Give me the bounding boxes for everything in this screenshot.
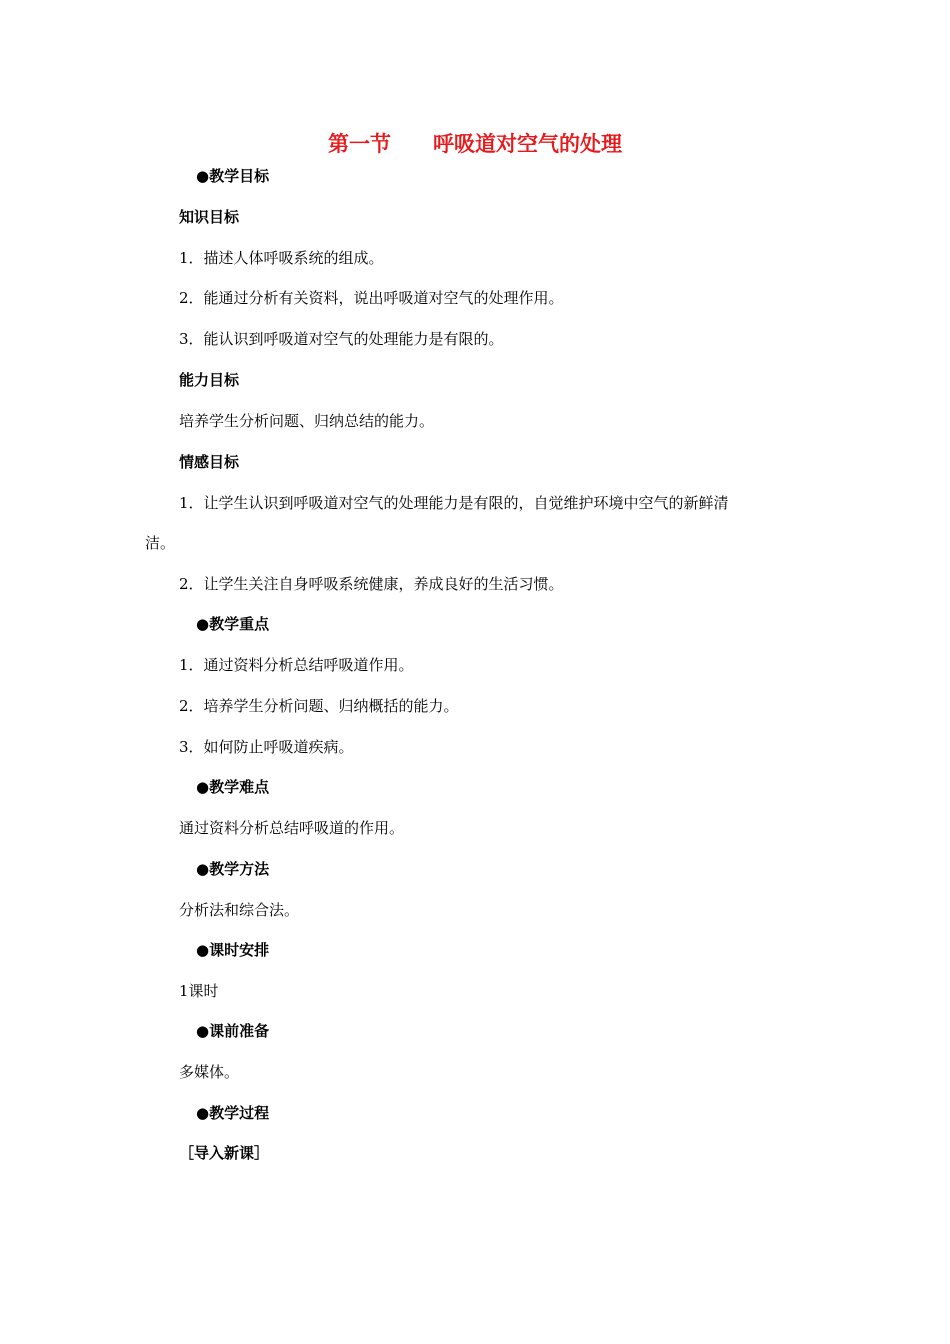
methods-text: 分析法和综合法。 xyxy=(179,901,300,919)
key-point-2: 2．培养学生分析问题、归纳概括的能力。 xyxy=(179,697,459,715)
heading-process: ●教学过程 xyxy=(196,1104,270,1122)
subheading-knowledge: 知识目标 xyxy=(179,208,240,226)
subheading-ability: 能力目标 xyxy=(179,371,240,389)
heading-preparation: ●课前准备 xyxy=(196,1022,270,1040)
schedule-text: 1课时 xyxy=(179,982,219,1000)
heading-methods: ●教学方法 xyxy=(196,860,270,878)
emotion-item-1-line-2: 洁。 xyxy=(145,534,176,552)
difficulties-text: 通过资料分析总结呼吸道的作用。 xyxy=(179,819,405,837)
emotion-item-1-line-1: 1．让学生认识到呼吸道对空气的处理能力是有限的，自觉维护环境中空气的新鲜清 xyxy=(179,494,729,512)
key-point-3: 3．如何防止呼吸道疾病。 xyxy=(179,738,354,756)
knowledge-item-2: 2．能通过分析有关资料，说出呼吸道对空气的处理作用。 xyxy=(179,289,564,307)
heading-objectives: ●教学目标 xyxy=(196,167,270,185)
subheading-new-lesson: ［导入新课］ xyxy=(179,1144,270,1162)
heading-schedule: ●课时安排 xyxy=(196,941,270,959)
subheading-emotion: 情感目标 xyxy=(179,453,240,471)
key-point-1: 1．通过资料分析总结呼吸道作用。 xyxy=(179,656,414,674)
heading-difficulties: ●教学难点 xyxy=(196,778,270,796)
ability-text: 培养学生分析问题、归纳总结的能力。 xyxy=(179,412,435,430)
heading-key-points: ●教学重点 xyxy=(196,615,270,633)
preparation-text: 多媒体。 xyxy=(179,1063,240,1081)
document-title: 第一节 呼吸道对空气的处理 xyxy=(328,132,622,156)
knowledge-item-1: 1．描述人体呼吸系统的组成。 xyxy=(179,249,384,267)
emotion-item-2: 2．让学生关注自身呼吸系统健康，养成良好的生活习惯。 xyxy=(179,575,564,593)
knowledge-item-3: 3．能认识到呼吸道对空气的处理能力是有限的。 xyxy=(179,330,504,348)
